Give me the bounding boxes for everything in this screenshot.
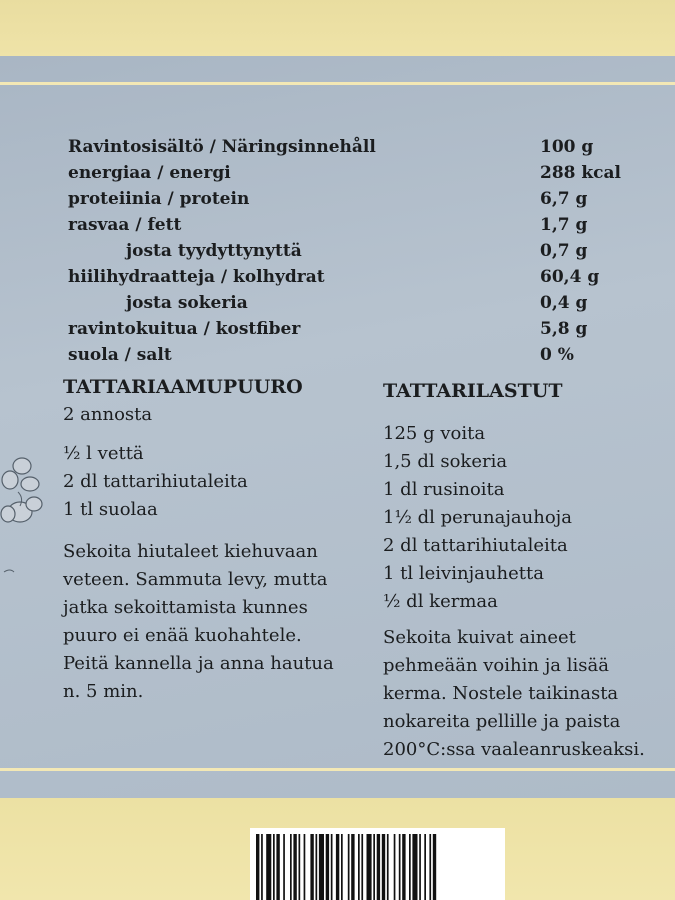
nutrition-row — [68, 238, 628, 264]
instruction-line: 200°C:ssa vaaleanruskeaksi. — [383, 739, 645, 760]
barcode-bar — [412, 834, 417, 900]
recipe-left-title: TATTARIAAMUPUURO — [63, 376, 303, 398]
nutrition-row — [68, 290, 628, 316]
ingredient-item: 1 dl rusinoita — [383, 479, 505, 500]
barcode-bar — [373, 834, 375, 900]
nutrition-row — [68, 134, 628, 160]
barcode-bar — [341, 834, 343, 900]
barcode-bar — [326, 834, 329, 900]
barcode-bar — [433, 834, 436, 900]
ingredient-item: 125 g voita — [383, 423, 486, 444]
nutrition-value: 0,7 g — [540, 241, 588, 261]
ingredient-item: 1,5 dl sokeria — [383, 451, 508, 472]
ingredient-item: 1 tl leivinjauhetta — [383, 563, 544, 584]
barcode-bar — [419, 834, 421, 900]
barcode-bar — [310, 834, 313, 900]
barcode-bar — [402, 834, 405, 900]
nutrition-value: 0 % — [540, 345, 574, 365]
barcode-bar — [377, 834, 380, 900]
instruction-line: jatka sekoittamista kunnes — [63, 597, 308, 618]
nutrition-label: josta tyydyttynyttä — [126, 241, 302, 261]
nutrition-row — [68, 212, 628, 238]
panel-top-stripe — [0, 82, 675, 85]
ingredient-item: ½ dl kermaa — [383, 591, 498, 612]
barcode-bar — [256, 834, 259, 900]
nutrition-row — [68, 160, 628, 186]
instruction-line: Peitä kannella ja anna hautua — [63, 653, 334, 674]
recipe-left-servings: 2 annosta — [63, 404, 153, 425]
barcode-bar — [387, 834, 389, 900]
nutrition-value: 288 kcal — [540, 163, 622, 183]
nutrition-value: 100 g — [540, 137, 594, 157]
barcode-bar — [276, 834, 279, 900]
recipe-right-title: TATTARILASTUT — [383, 380, 563, 402]
barcode-bar — [424, 834, 426, 900]
recipe-left-ingredients — [63, 440, 248, 524]
barcode-bar — [283, 834, 285, 900]
recipe-left-instructions — [63, 538, 334, 706]
panel-bottom-stripe — [0, 768, 675, 771]
instruction-line: Sekoita kuivat aineet — [383, 627, 576, 648]
nutrition-label: Ravintosisältö / Näringsinnehåll — [68, 137, 376, 157]
ingredient-item: 1 tl suolaa — [63, 499, 158, 520]
nutrition-label: proteiinia / protein — [68, 189, 250, 209]
barcode-bar — [348, 834, 350, 900]
barcode-bar — [382, 834, 385, 900]
barcode-bar — [361, 834, 363, 900]
nutrition-label: hiilihydraatteja / kolhydrat — [68, 267, 325, 287]
nutrition-value: 0,4 g — [540, 293, 588, 313]
nutrition-value: 1,7 g — [540, 215, 588, 235]
barcode-bar — [273, 834, 275, 900]
instruction-line: pehmeään voihin ja lisää — [383, 655, 609, 676]
barcode-bar — [299, 834, 301, 900]
nutrition-value: 5,8 g — [540, 319, 588, 339]
nutrition-label: ravintokuitua / kostfiber — [68, 319, 301, 339]
nutrition-value: 6,7 g — [540, 189, 588, 209]
instruction-line: veteen. Sammuta levy, mutta — [63, 569, 328, 590]
barcode-bar — [261, 834, 263, 900]
nutrition-label: energiaa / energi — [68, 163, 231, 183]
barcode-bar — [290, 834, 292, 900]
ingredient-item: 1½ dl perunajauhoja — [383, 507, 572, 528]
nutrition-row — [68, 316, 628, 342]
barcode-bar — [319, 834, 324, 900]
barcode-bar — [293, 834, 296, 900]
barcode-bar — [429, 834, 431, 900]
ingredient-item: 2 dl tattarihiutaleita — [383, 535, 568, 556]
nutrition-table — [68, 134, 628, 368]
nutrition-label: rasvaa / fett — [68, 215, 182, 235]
instruction-line: kerma. Nostele taikinasta — [383, 683, 619, 704]
nutrition-label: suola / salt — [68, 345, 172, 365]
instruction-line: n. 5 min. — [63, 681, 144, 702]
top-yellow-band — [0, 0, 675, 56]
recipe-right-instructions — [383, 624, 645, 764]
barcode-icon — [250, 828, 505, 900]
barcode-bar — [394, 834, 396, 900]
instruction-line: Sekoita hiutaleet kiehuvaan — [63, 541, 318, 562]
ingredient-item: ½ l vettä — [63, 443, 144, 464]
barcode-bar — [399, 834, 401, 900]
barcode-bar — [358, 834, 360, 900]
flower-illustration-icon — [0, 452, 50, 582]
barcode-bar — [351, 834, 354, 900]
barcode-bar — [336, 834, 339, 900]
instruction-line: nokareita pellille ja paista — [383, 711, 621, 732]
barcode-bar — [331, 834, 333, 900]
nutrition-value: 60,4 g — [540, 267, 600, 287]
ingredient-item: 2 dl tattarihiutaleita — [63, 471, 248, 492]
barcode-bar — [409, 834, 411, 900]
barcode-bar — [367, 834, 372, 900]
barcode-bar — [304, 834, 306, 900]
instruction-line: puuro ei enää kuohahtele. — [63, 625, 302, 646]
barcode-bar — [316, 834, 318, 900]
barcode-bar — [266, 834, 271, 900]
nutrition-row — [68, 342, 628, 368]
nutrition-label: josta sokeria — [126, 293, 248, 313]
nutrition-row — [68, 264, 628, 290]
recipe-right-ingredients — [383, 420, 572, 616]
nutrition-row — [68, 186, 628, 212]
